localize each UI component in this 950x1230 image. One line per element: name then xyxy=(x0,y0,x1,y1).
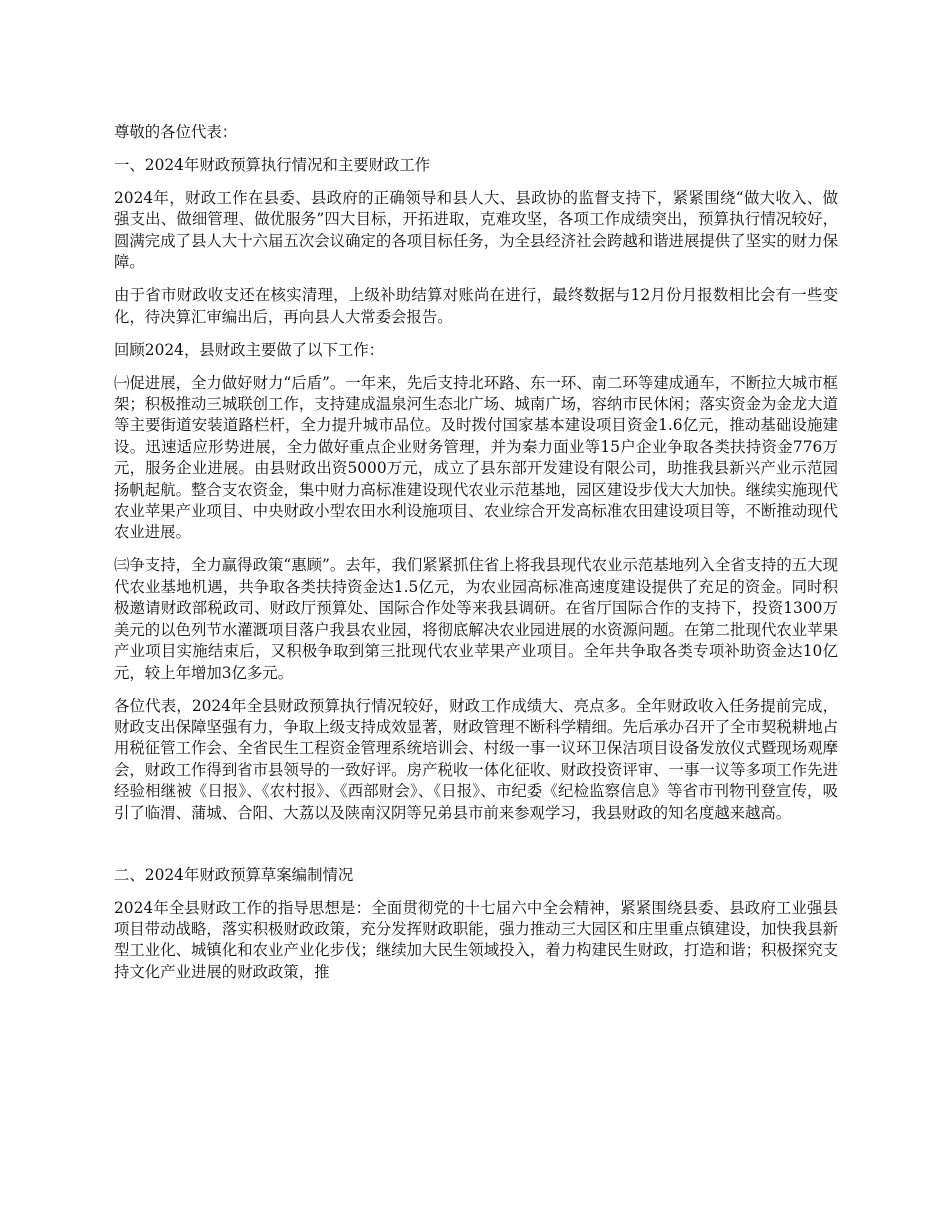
paragraph: ㈢争支持，全力赢得政策“惠顾”。去年，我们紧紧抓住省上将我县现代农业示范基地列入全省支持的五大现代农业基地机遇，共争取各类扶持资金达1.5亿元，为农业园高标准高速度建设提供了充足的资金。同时积极邀请财政部税政司、财政厅预算处、国际合作处等来我县调研。在省厅国际合作的支持下，投资1300万美元的以色列节水灌溉项目落户我县农业园，将彻底解决农业园进展的水资源问题。在第二批现代农业苹果产业项目实施结束后，又积极争取到第三批现代农业苹果产业项目。全年共争取各类专项补助资金达10亿元，较上年增加3亿多元。 xyxy=(114,556,838,682)
paragraph: 回顾2024，县财政主要做了以下工作： xyxy=(114,340,385,359)
paragraph: ㈠促进展，全力做好财力“后盾”。一年来，先后支持北环路、东一环、南二环等建成通车，不断拉大城市框架；积极推动三城联创工作，支持建成温泉河生态北广场、城南广场，容纳市民休闲；落实资金为金龙大道等主要街道安装道路栏杆，全力提升城市品位。及时拨付国家基本建设项目资金1.6亿元，推动基础设施建设。迅速适应形势进展，全力做好重点企业财务管理，并为秦力面业等15户企业争取各类扶持资金776万元，服务企业进展。由县财政出资5000万元，成立了县东部开发建设有限公司，助推我县新兴产业示范园扬帆起航。整合支农资金，集中财力高标准建设现代农业示范基地，园区建设步伐大大加快。继续实施现代农业苹果产业项目、中央财政小型农田水利设施项目、农业综合开发高标准农田建设项目等，不断推动现代农业进展。 xyxy=(114,373,838,542)
paragraph: 由于省市财政收支还在核实清理，上级补助结算对账尚在进行，最终数据与12月份月报数相比会有一些变化，待决算汇审编出后，再向县人大常委会报告。 xyxy=(114,286,838,326)
paragraph: 2024年，财政工作在县委、县政府的正确领导和县人大、县政协的监督支持下，紧紧围绕“做大收入、做强支出、做细管理、做优服务”四大目标，开拓进取，克难攻坚，各项工作成绩突出，预算执行情况较好，圆满完成了县人大十六届五次会议确定的各项目标任务，为全县经济社会跨越和谐进展提供了坚实的财力保障。 xyxy=(114,189,838,272)
section-spacer xyxy=(114,836,838,865)
paragraph: 各位代表，2024年全县财政预算执行情况较好，财政工作成绩大、亮点多。全年财政收入任务提前完成，财政支出保障坚强有力，争取上级支持成效显著，财政管理不断科学精细。先后承办召开了全市契税耕地占用税征管工作会、全省民生工程资金管理系统培训会、村级一事一议环卫保洁项目设备发放仪式暨现场观摩会，财政工作得到省市县领导的一致好评。房产税收一体化征收、财政投资评审、一事一议等多项工作先进经验相继被《日报》、《农村报》、《西部财会》、《日报》、市纪委《纪检监察信息》等省市刊物刊登宣传，吸引了临渭、蒲城、合阳、大荔以及陕南汉阴等兄弟县市前来参观学习，我县财政的知名度越来越高。 xyxy=(114,696,838,822)
section-heading-1: 一、2024年财政预算执行情况和主要财政工作 xyxy=(114,156,431,174)
section-heading-2: 二、2024年财政预算草案编制情况 xyxy=(114,865,354,884)
paragraph: 2024年全县财政工作的指导思想是：全面贯彻党的十七届六中全会精神，紧紧围绕县委、县政府工业强县项目带动战略，落实积极财政政策，充分发挥财政职能，强力推动三大园区和庄里重点镇建设，加快我县新型工业化、城镇化和农业产业化步伐；继续加大民生领域投入，着力构建民生财政，打造和谐；积极探究支持文化产业进展的财政政策，推 xyxy=(114,898,838,981)
document-page xyxy=(114,122,838,995)
salutation: 尊敬的各位代表： xyxy=(114,123,238,141)
